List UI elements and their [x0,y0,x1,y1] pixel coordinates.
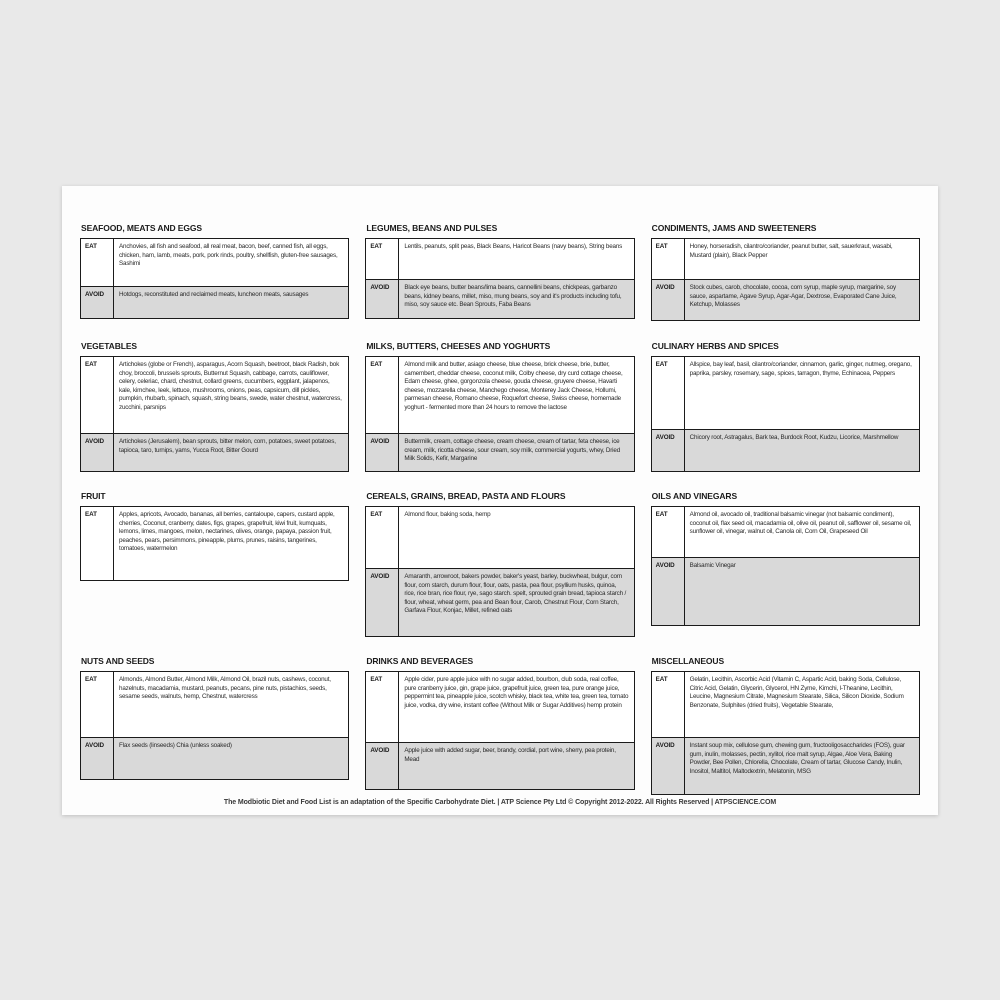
eat-avoid-table [80,356,349,472]
eat-row [366,507,633,568]
section-title: OILS AND VINEGARS [651,491,738,501]
section-vegetables [80,341,349,491]
section-drinks-beverages [365,656,634,795]
eat-label: EAT [366,672,399,742]
avoid-row [652,429,919,471]
section-title: MISCELLANEOUS [651,656,725,666]
avoid-label: AVOID [366,569,399,636]
section-title: CEREALS, GRAINS, BREAD, PASTA AND FLOURS [366,491,566,501]
avoid-items: Black eye beans, butter beans/lima beans, cannellini beans, chickpeas, garbanzo beans, kidney beans, millet, miso, mung beans, soy and it's products including tofu, miso, soy sauce etc. Bean Sprouts, Faba Beans [404,284,622,308]
footer-copyright: The Modbiotic Diet and Food List is an adaptation of the Specific Carbohydrate Diet. | ATP Science Pty Ltd © Copyright 2012-2022. All Rights Reserved | ATPSCIENCE.COM [223,799,777,806]
avoid-row [366,433,633,471]
avoid-items: Flax seeds (linseeds) Chia (unless soaked) [119,742,232,749]
avoid-items: Balsamic Vinegar [689,562,736,569]
avoid-label: AVOID [81,738,114,779]
avoid-items: Amaranth, arrowroot, bakers powder, baker's yeast, barley, buckwheat, bulgur, corn flour, corn starch, durum flour, flour, oats, pasta, pea flour, psyllium husks, quinoa, rice, rice bran, rice flour, rye, sago starch. spelt, sprouted grain bread, tapioca starch / flour, wheat, wheat germ, pea and Bean flour, Carob, Chestnut Flour, Corn Starch, Garfava Flour, Konjac, Millet, refined oats [404,573,627,614]
eat-items: Gelatin, Lecithin, Ascorbic Acid (Vitamin C, Aspartic Acid, baking Soda, Cellulose, Citric Acid, Gelatin, Glycerin, Glycerol, HN Zyme, Kimchi, l-Theanine, Lecithin, Leucine, Magnesium Citrate, Magnesium Stearate, Silica, Silicon Dioxide, Sodium Benzonate, Sulphites (dried fruits), Vegetable Stearate, [689,676,904,709]
eat-items: Apples, apricots, Avocado, bananas, all berries, cantaloupe, capers, custard apple, cherries, Coconut, cranberry, dates, figs, grapes, grapefruit, kiwi fruit, kumquats, lemons, limes, mangoes, melon, nectarines, olives, orange, papaya, passion fruit, peaches, pears, persimmons, pineapple, plums, prunes, raisins, tangerines, tomatoes, watermelon [119,511,335,552]
section-miscellaneous [651,656,920,795]
eat-items: Almond milk and butter, asiago cheese, blue cheese, brick cheese, brie, butter, camembert, cheddar cheese, coconut milk, Colby cheese, dry curd cottage cheese, Edam cheese, ghee, gorgonzola cheese, gouda cheese, gruyere cheese, Havarti cheese, mozzarella cheese, Manchego cheese, Monterey Jack Cheese, Hollumi, parmesan cheese, Romano cheese, Roquefort cheese, Swiss cheese, homemade yoghurt - fermented more than 24 hours to remove the lactose [404,361,623,411]
eat-avoid-table [365,356,634,472]
eat-items: Almond flour, baking soda, hemp [404,511,491,518]
avoid-label: AVOID [652,280,685,320]
eat-row [366,357,633,433]
eat-label: EAT [652,357,685,429]
eat-items: Artichokes (globe or French), asparagus, Acorn Squash, beetroot, black Radish, bok choy, broccoli, brussels sprouts, Butternut Squash, cabbage, carrots, cauliflower, celery, celeriac, chard, chestnut, collard greens, cucumbers, eggplant, jalapenos, kale, kimchee, leek, lettuce, mushrooms, onions, peas, capsicum, dill pickles, pumpkin, rhubarb, spinach, squash, string beans, swede, water chestnut, watercress, zucchini, parsnips [119,361,342,411]
eat-label: EAT [652,507,685,557]
eat-avoid-table [651,671,920,795]
avoid-row [366,568,633,636]
avoid-label: AVOID [652,558,685,625]
section-title: LEGUMES, BEANS AND PULSES [366,223,498,233]
avoid-label: AVOID [81,434,114,471]
avoid-label: AVOID [652,738,685,794]
avoid-label: AVOID [366,434,399,471]
avoid-row [81,433,348,471]
eat-avoid-table [651,238,920,321]
section-title: MILKS, BUTTERS, CHEESES AND YOGHURTS [366,341,551,351]
section-title: NUTS AND SEEDS [81,656,155,666]
section-nuts-seeds [80,656,349,795]
eat-label: EAT [652,239,685,279]
eat-items: Anchovies, all fish and seafood, all real meat, bacon, beef, canned fish, all eggs, chicken, ham, lamb, meats, pork, pork rinds, poultry, shellfish, gluten-free sausages, Sashimi [119,243,338,267]
eat-items: Allspice, bay leaf, basil, cilantro/coriander, cinnamon, garlic, ginger, nutmeg, oregano, paprika, parsley, rosemary, sage, spices, tarragon, thyme, Echinacea, Peppers [689,361,912,377]
eat-avoid-table [365,506,634,637]
section-culinary-herbs-spices [651,341,920,491]
avoid-row [652,557,919,625]
food-list-sheet [62,186,938,815]
eat-label: EAT [81,239,114,286]
eat-row [652,672,919,737]
eat-row [81,507,348,580]
eat-row [652,239,919,279]
avoid-row [652,737,919,794]
eat-items: Apple cider, pure apple juice with no sugar added, bourbon, club soda, real coffee, pure cranberry juice, gin, grape juice, grapefruit juice, green tea, pure orange juice, peppermint tea, pineapple juice, scotch whisky, black tea, white tea, green tea, tomato juice, vodka, dry wine, instant coffee (Without Milk or Sugar Additives) hemp protein [404,676,629,709]
eat-label: EAT [81,357,114,433]
section-title: SEAFOOD, MEATS AND EGGS [81,223,202,233]
eat-label: EAT [81,672,114,737]
eat-avoid-table [365,671,634,790]
avoid-row [81,286,348,318]
eat-items: Honey, horseradish, cilantro/coriander, peanut butter, salt, sauerkraut, wasabi, Mustard (plain), Black Pepper [689,243,893,259]
section-oils-vinegars [651,491,920,656]
eat-label: EAT [366,239,399,279]
avoid-items: Artichokes (Jerusalem), bean sprouts, bitter melon, corn, potatoes, sweet potatoes, tapioca, taro, turnips, yams, Yucca Root, Bitter Gourd [119,438,336,454]
section-title: DRINKS AND BEVERAGES [366,656,474,666]
avoid-row [366,742,633,789]
eat-avoid-table [80,671,349,780]
section-fruit [80,491,349,656]
section-title: CONDIMENTS, JAMS AND SWEETENERS [651,223,817,233]
eat-label: EAT [652,672,685,737]
avoid-items: Buttermilk, cream, cottage cheese, cream cheese, cream of tartar, feta cheese, ice cream, milk, ricotta cheese, sour cream, soy milk, commercial yogurts, whey, Dried Milk Solids, Kefir, Margarine [404,438,621,462]
section-title: CULINARY HERBS AND SPICES [651,341,779,351]
section-condiments-jams-sweeteners [651,223,920,341]
eat-avoid-table [651,506,920,626]
avoid-row [81,737,348,779]
section-title: FRUIT [81,491,106,501]
eat-row [81,239,348,286]
eat-row [652,507,919,557]
eat-avoid-table [651,356,920,472]
section-cereals-grains-bread-pasta-flours [365,491,634,656]
section-seafood-meats-eggs [80,223,349,341]
eat-label: EAT [81,507,114,580]
eat-avoid-table [365,238,634,319]
avoid-label: AVOID [366,280,399,318]
eat-label: EAT [366,507,399,568]
eat-row [81,357,348,433]
eat-items: Almonds, Almond Butter, Almond Milk, Almond Oil, brazil nuts, cashews, coconut, hazelnuts, macadamia, mustard, peanuts, pecans, pine nuts, pistachios, seeds, sesame seeds, walnuts, hemp, Chestnut, watercress [119,676,331,700]
section-title: VEGETABLES [81,341,137,351]
avoid-label: AVOID [652,430,685,471]
avoid-label: AVOID [366,743,399,789]
avoid-items: Instant soup mix, cellulose gum, chewing gum, fructooligosaccharides (FOS), guar gum, inulin, molasses, pectin, xylitol, rice malt syrup, Algae, Aloe Vera, Baking Powder, Bee Pollen, Chlorella, Chocolate, Cream of tartar, Glucose Candy, Inulin, Inositol, Maltitol, Maltodextrin, Melatonin, MSG [689,742,905,775]
eat-items: Almond oil, avocado oil, traditional balsamic vinegar (not balsamic condiment), coconut oil, flax seed oil, macadamia oil, olive oil, peanut oil, safflower oil, sesame oil, sunflower oil, vinegar, walnut oil, Canola oil, Corn Oil, Grapeseed Oil [689,511,912,535]
section-milks-butters-cheeses-yoghurts [365,341,634,491]
sections-grid [62,186,938,795]
avoid-label: AVOID [81,287,114,318]
eat-table [80,506,349,581]
avoid-items: Stock cubes, carob, chocolate, cocoa, corn syrup, maple syrup, margarine, soy sauce, aspartame, Agave Syrup, Agar-Agar, Dextrose, Evaporated Cane Juice, Ketchup, Molasses [689,284,897,308]
eat-row [366,672,633,742]
avoid-row [652,279,919,320]
eat-row [81,672,348,737]
avoid-items: Hotdogs, reconstituted and reclaimed meats, luncheon meats, sausages [119,291,309,298]
section-legumes-beans-pulses [365,223,634,341]
avoid-row [366,279,633,318]
eat-items: Lentils, peanuts, split peas, Black Beans, Haricot Beans (navy beans), String beans [404,243,623,250]
eat-row [652,357,919,429]
avoid-items: Apple juice with added sugar, beer, brandy, cordial, port wine, sherry, pea protein, Mead [404,747,616,763]
avoid-items: Chicory root, Astragalus, Bark tea, Burdock Root, Kudzu, Licorice, Marshmellow [689,434,899,441]
eat-label: EAT [366,357,399,433]
eat-avoid-table [80,238,349,319]
eat-row [366,239,633,279]
